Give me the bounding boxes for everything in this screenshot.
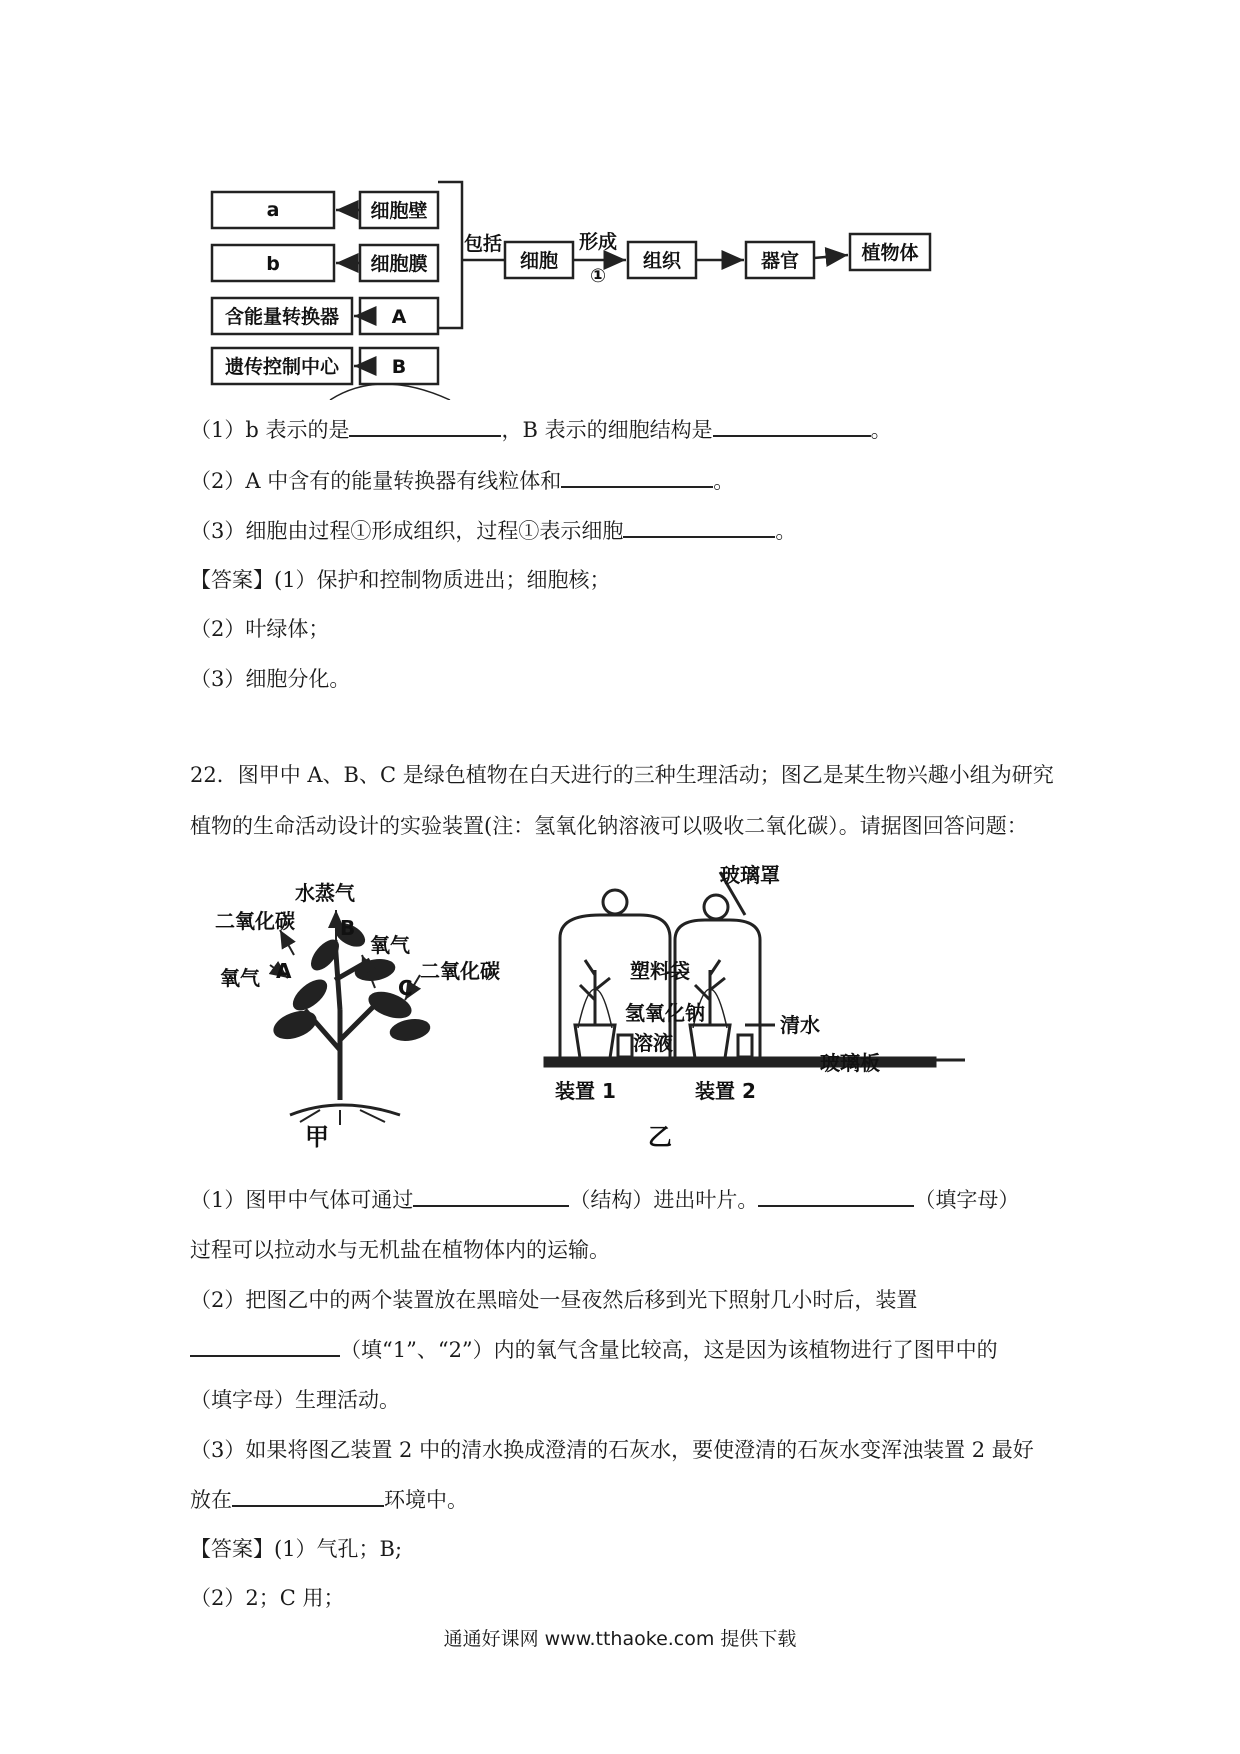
label-plant-body: 植物体 (861, 242, 919, 264)
label-cell-membrane: 细胞膜 (370, 253, 428, 275)
label-b: b (266, 253, 280, 275)
label-cell-wall: 细胞壁 (370, 200, 428, 222)
label-co2-right: 二氧化碳 (420, 959, 500, 983)
label-water-vapor: 水蒸气 (295, 881, 355, 905)
label-glass-plate: 玻璃板 (820, 1051, 880, 1075)
q22-stem-1: 22．图甲中 A、B、C 是绿色植物在白天进行的三种生理活动；图乙是某生物兴趣小组为研究 (190, 763, 1054, 787)
blank[interactable] (713, 417, 871, 437)
q21-answer-3: （3）细胞分化。 (190, 667, 351, 691)
label-B-jia: B (340, 916, 356, 940)
caption-yi: 乙 (648, 1123, 672, 1151)
q22-sub2-line3: （填字母）生理活动。 (190, 1388, 400, 1412)
label-energy: 含能量转换器 (224, 306, 340, 328)
page-footer: 通通好课网 www.tthaoke.com 提供下载 (443, 1628, 797, 1650)
q22-sub3-line1: （3）如果将图乙装置 2 中的清水换成澄清的石灰水，要使澄清的石灰水变浑浊装置 2 最好 (190, 1438, 1034, 1462)
q21-sub2: （2）A 中含有的能量转换器有线粒体和 。 (190, 469, 735, 493)
label-plastic-bag: 塑料袋 (630, 959, 690, 983)
q22-answer-1: 【答案】(1）气孔；B; (190, 1537, 403, 1561)
label-co2-left: 二氧化碳 (215, 909, 295, 933)
label-B: B (391, 356, 407, 378)
label-naoh-2: 溶液 (633, 1031, 673, 1055)
label-a: a (266, 199, 280, 221)
q22-sub1: （1）图甲中气体可通过 （结构）进出叶片。 （填字母） (190, 1188, 1020, 1212)
blank[interactable] (623, 518, 775, 538)
blank[interactable] (232, 1487, 384, 1507)
caption-jia: 甲 (305, 1123, 329, 1151)
label-oxygen-left: 氧气 (220, 966, 260, 990)
label-C-jia: C (398, 976, 413, 1000)
apparatus-figure (545, 872, 965, 1066)
q21-sub3: （3）细胞由过程①形成组织，过程①表示细胞 。 (190, 519, 797, 543)
label-device-1: 装置 1 (555, 1079, 616, 1103)
q22-sub3-line2: 放在 环境中。 (190, 1488, 468, 1512)
q22-answer-2: （2）2；C 用； (190, 1586, 345, 1610)
label-tissue: 组织 (642, 250, 682, 272)
label-glass-cover: 玻璃罩 (720, 863, 780, 887)
blank[interactable] (758, 1187, 914, 1207)
label-include: 包括 (464, 233, 503, 255)
q22-sub2-line2: （填“1”、“2”）内的氧气含量比较高，这是因为该植物进行了图甲中的 (190, 1336, 998, 1364)
label-A-jia: A (276, 959, 292, 983)
label-device-2: 装置 2 (695, 1079, 756, 1103)
blank[interactable] (190, 1337, 340, 1357)
q22-stem-2: 植物的生命活动设计的实验装置(注：氢氧化钠溶液可以吸收二氧化碳）。请据图回答问题： (190, 814, 1028, 838)
label-organ: 器官 (760, 250, 800, 272)
label-naoh-1: 氢氧化钠 (625, 1001, 705, 1025)
label-clear-water: 清水 (780, 1013, 820, 1037)
label-A: A (391, 306, 407, 328)
label-genetic: 遗传控制中心 (224, 356, 340, 378)
q21-answer-2: （2）叶绿体； (190, 617, 330, 641)
label-cell: 细胞 (519, 250, 559, 272)
q21-answer-1: 【答案】(1）保护和控制物质进出；细胞核； (190, 568, 611, 592)
blank[interactable] (349, 417, 501, 437)
blank[interactable] (413, 1187, 569, 1207)
q22-sub1-line2: 过程可以拉动水与无机盐在植物体内的运输。 (190, 1238, 610, 1262)
label-form: 形成 (578, 231, 618, 253)
plant-experiment-diagram (200, 860, 1000, 1160)
q21-sub1: （1）b 表示的是 ，B 表示的细胞结构是 。 (190, 418, 892, 442)
label-circle1: ① (589, 265, 607, 287)
q22-sub2-line1: （2）把图乙中的两个装置放在黑暗处一昼夜然后移到光下照射几小时后，装置 (190, 1288, 918, 1312)
blank[interactable] (561, 468, 713, 488)
cell-structure-diagram (180, 150, 1080, 400)
label-oxygen-right: 氧气 (370, 933, 410, 957)
